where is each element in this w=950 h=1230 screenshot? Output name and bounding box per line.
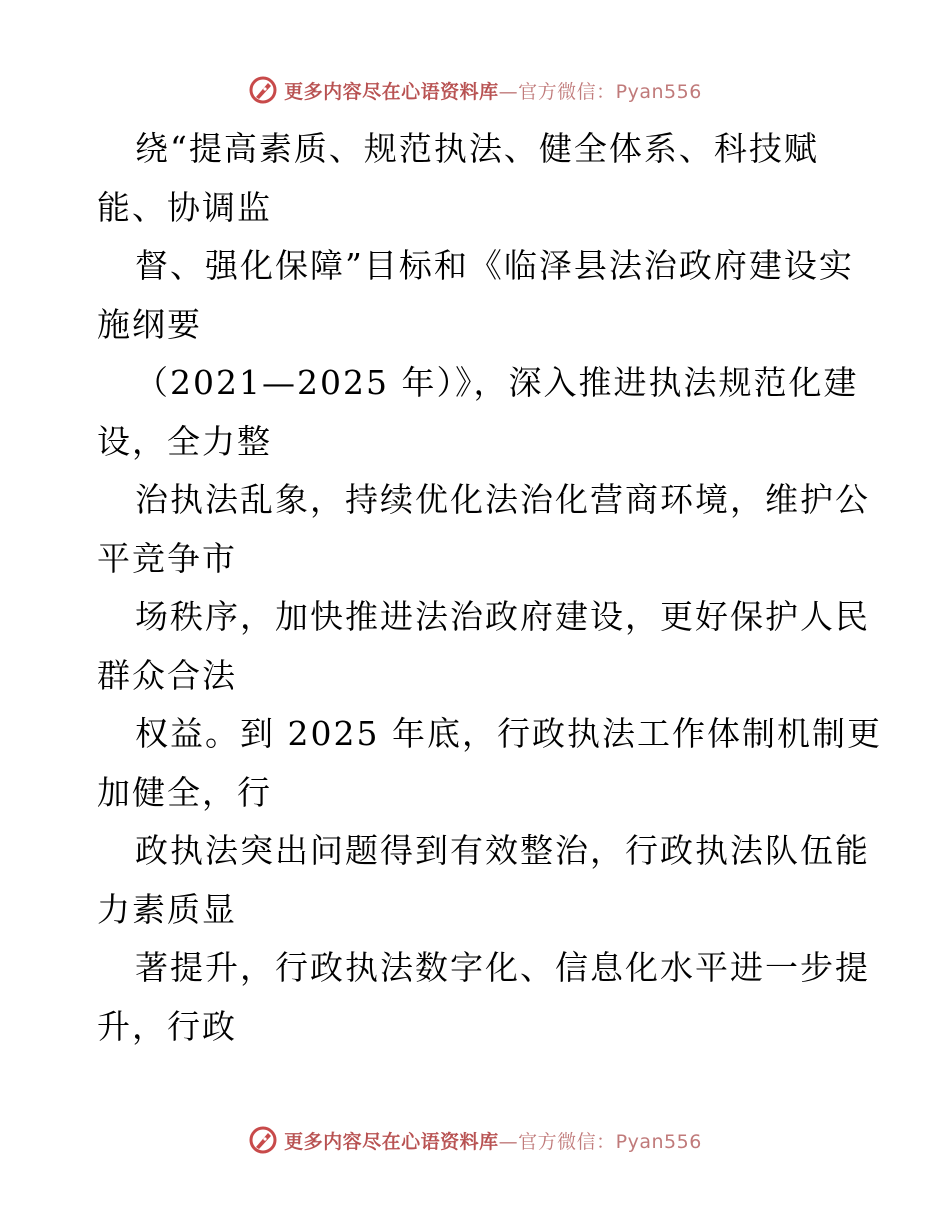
body-line: （2021—2025 年）》，深入推进执法规范化建 (135, 363, 859, 402)
body-line: 施纲要 (97, 304, 202, 344)
body-line: 治执法乱象，持续优化法治化营商环境，维护公 (135, 480, 870, 519)
body-line: 绕“提高素质、规范执法、健全体系、科技赋 (135, 129, 819, 168)
body-line: 平竞争市 (97, 538, 237, 578)
watermark-text-strong: 更多内容尽在心语资料库 (284, 80, 499, 103)
document-body (97, 120, 882, 1056)
watermark-text-rest: —官方微信：Pyan556 (498, 1130, 702, 1153)
body-line: 力素质显 (97, 889, 237, 929)
body-line: 政执法突出问题得到有效整治，行政执法队伍能 (135, 831, 870, 870)
body-line: 群众合法 (97, 655, 237, 695)
pen-nib-circle-icon (248, 75, 278, 105)
body-line: 权益。到 2025 年底，行政执法工作体制机制更 (135, 714, 882, 753)
pen-nib-circle-icon (248, 1125, 278, 1155)
body-line: 场秩序，加快推进法治政府建设，更好保护人民 (135, 597, 870, 636)
body-line: 设，全力整 (97, 421, 272, 461)
header-watermark (0, 70, 950, 110)
body-line: 著提升，行政执法数字化、信息化水平进一步提 (135, 948, 870, 987)
body-line: 加健全，行 (97, 772, 272, 812)
watermark-text-rest: —官方微信：Pyan556 (498, 80, 702, 103)
watermark-text-strong: 更多内容尽在心语资料库 (284, 1130, 499, 1153)
watermark-text (284, 77, 702, 104)
body-line: 督、强化保障”目标和《临泽县法治政府建设实 (135, 246, 854, 285)
body-line: 能、协调监 (97, 187, 272, 227)
body-line: 升，行政 (97, 1006, 237, 1046)
footer-watermark (0, 1120, 950, 1160)
watermark-text (284, 1127, 702, 1154)
